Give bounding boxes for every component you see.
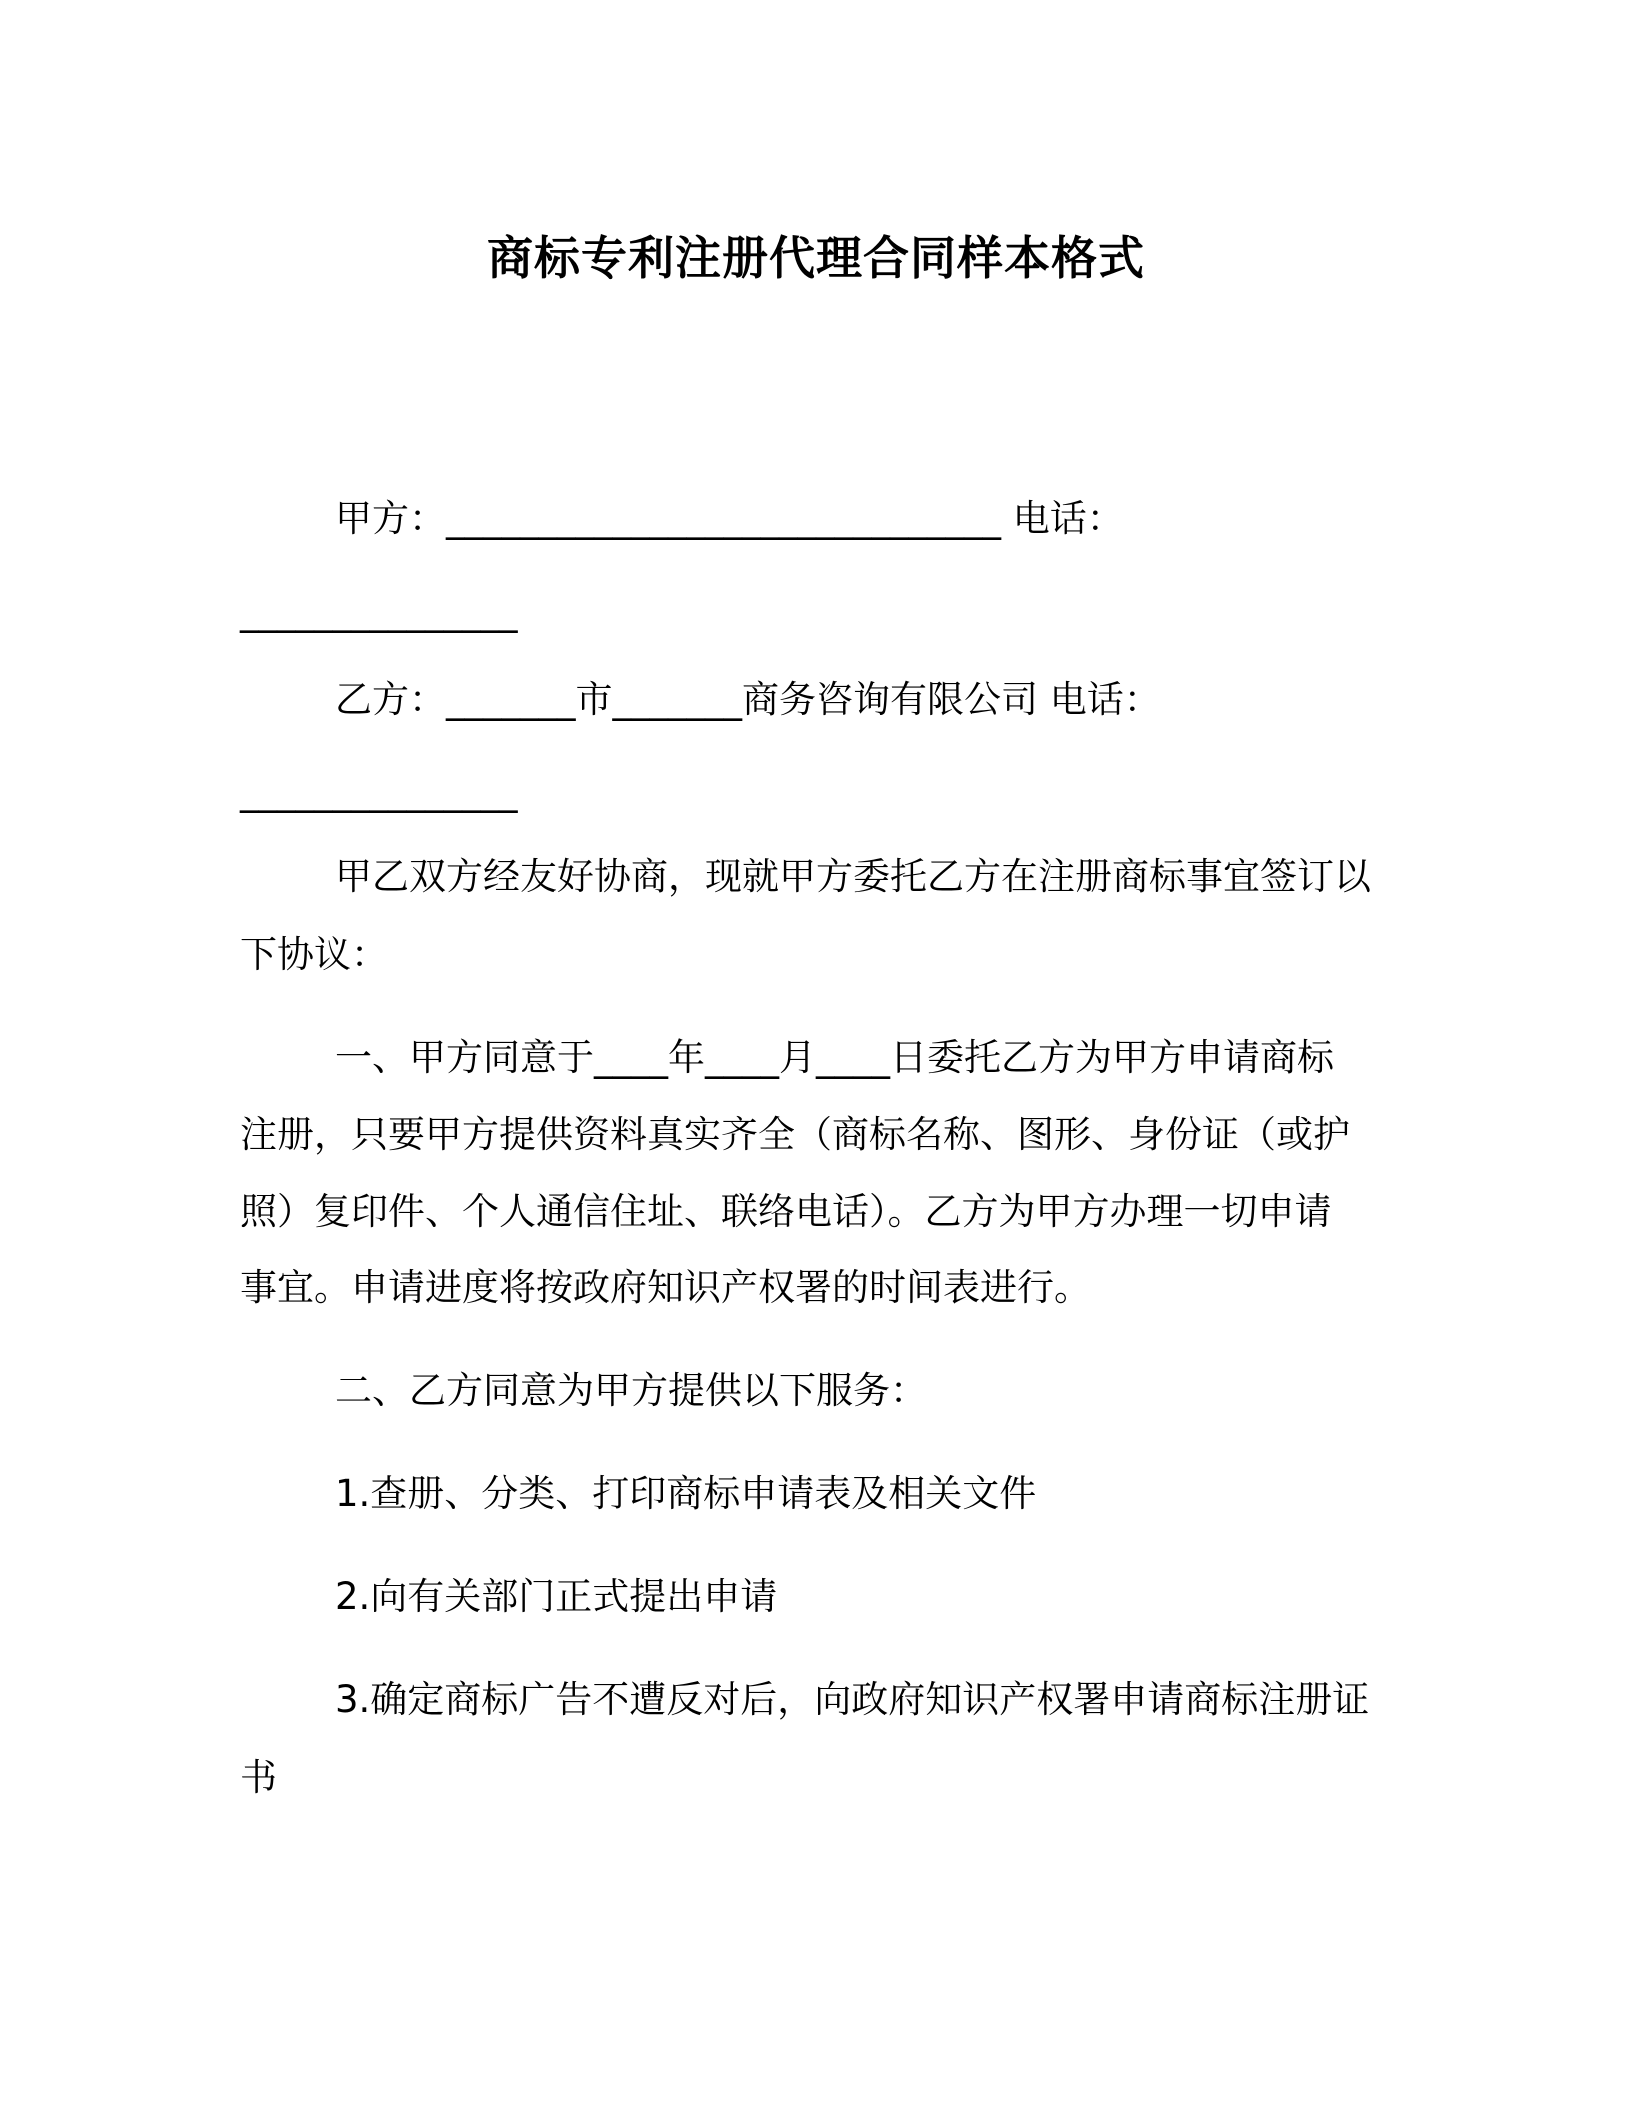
clause-2-heading: 二、乙方同意为甲方提供以下服务： (335, 1369, 927, 1412)
preamble-line-2: 下协议： (240, 933, 388, 976)
clause-1-line-4: 事宜。申请进度将按政府知识产权署的时间表进行。 (240, 1266, 1091, 1309)
clause-1-line-1: 一、甲方同意于____年____月____日委托乙方为甲方申请商标 (335, 1036, 1334, 1079)
service-item-2: 2.向有关部门正式提出申请 (335, 1575, 778, 1618)
preamble-line-1: 甲乙双方经友好协商，现就甲方委托乙方在注册商标事宜签订以 (335, 855, 1371, 898)
party-a-line: 甲方：______________________________ 电话： (335, 497, 1124, 540)
service-item-1: 1.查册、分类、打印商标申请表及相关文件 (335, 1472, 1037, 1515)
service-item-3-line-2: 书 (240, 1756, 277, 1799)
document-title: 商标专利注册代理合同样本格式 (487, 231, 1145, 285)
service-item-3-line-1: 3.确定商标广告不遭反对后，向政府知识产权署申请商标注册证 (335, 1678, 1370, 1721)
clause-1-line-3: 照）复印件、个人通信住址、联络电话）。乙方为甲方办理一切申请 (240, 1190, 1332, 1233)
party-a-phone-blank: _______________ (240, 590, 518, 633)
party-b-phone-blank: _______________ (240, 770, 518, 813)
party-b-line: 乙方：_______市_______商务咨询有限公司 电话： (335, 678, 1161, 721)
clause-1-line-2: 注册，只要甲方提供资料真实齐全（商标名称、图形、身份证（或护 (240, 1113, 1350, 1156)
